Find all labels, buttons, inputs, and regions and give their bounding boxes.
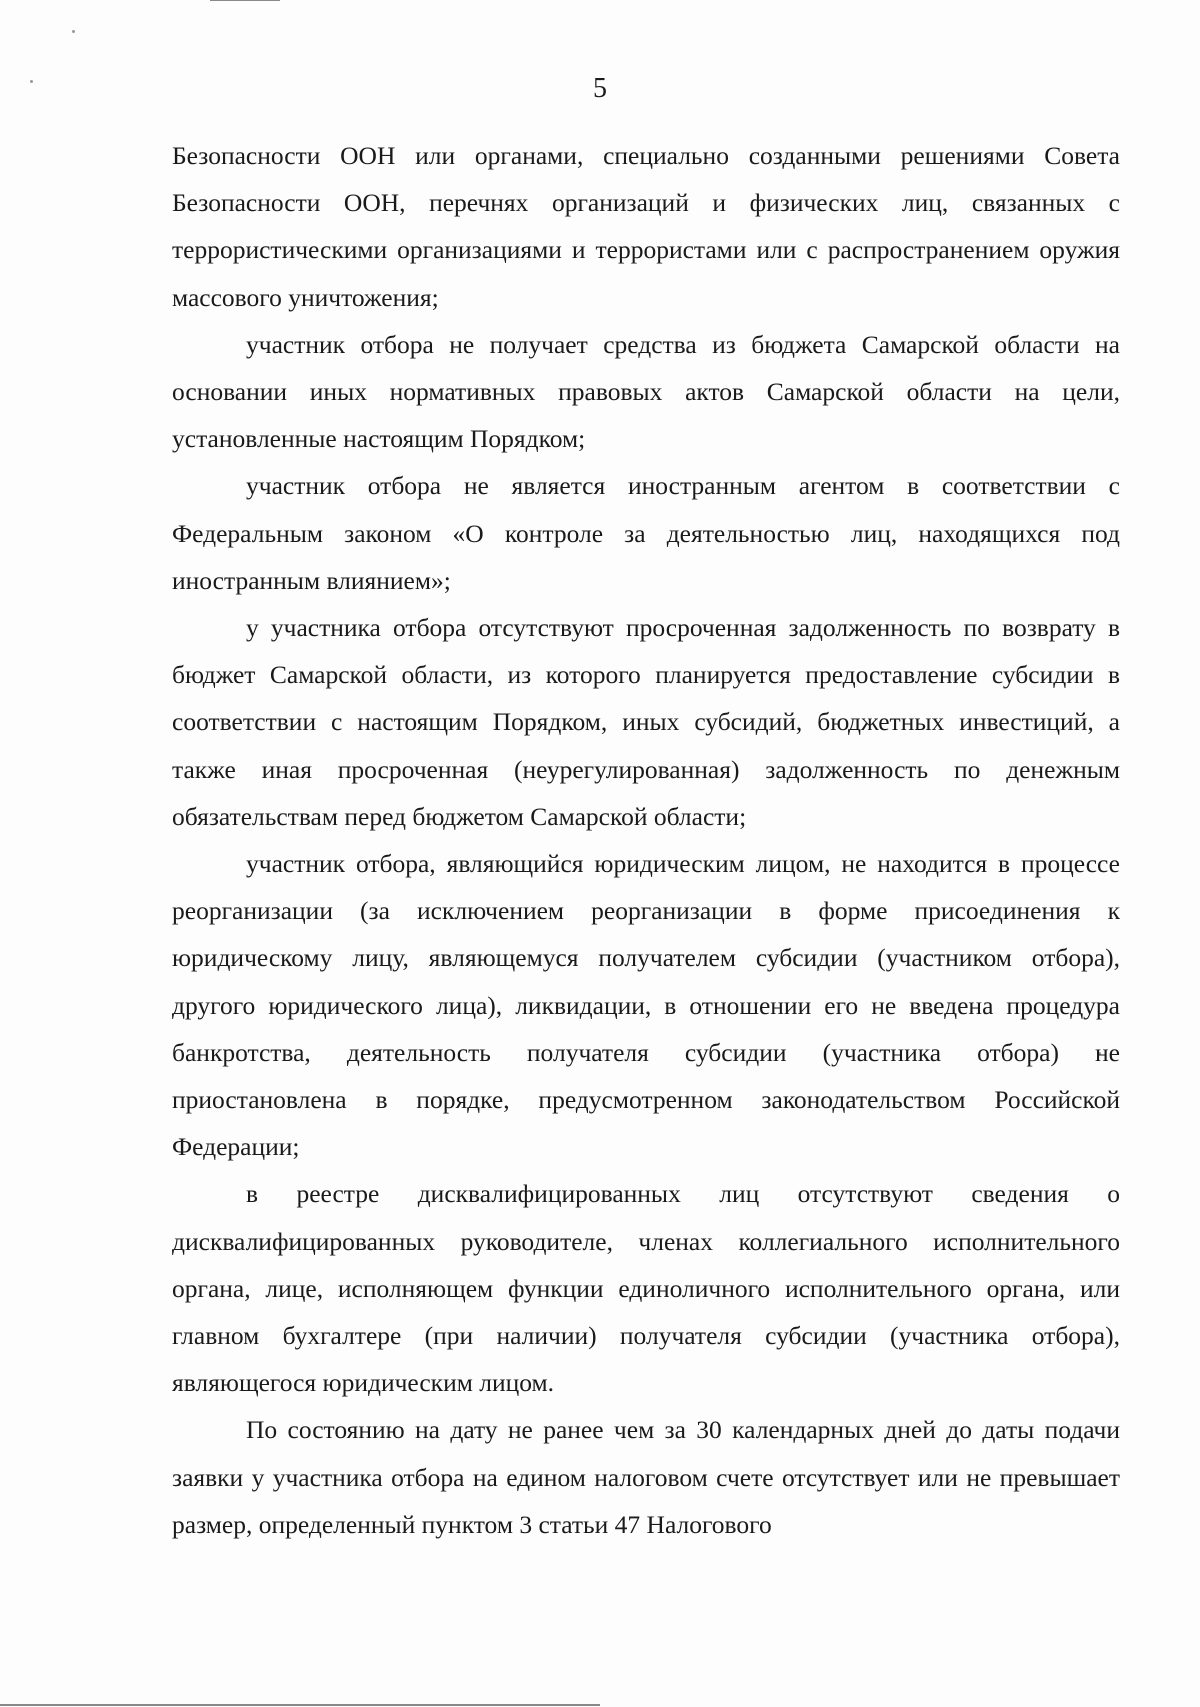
paragraph-tax-account: По состоянию на дату не ранее чем за 30 календарных дней до даты подачи заявки у участника отбора на едином налоговом счете отсутствует или не превышает размер, определенный пунктом 3 статьи 47 Налогового: [172, 1415, 1120, 1539]
paragraph-disqualified-persons: в реестре дисквалифицированных лиц отсутствуют сведения о дисквалифицированных руководителе, членах коллегиального исполнительного органа, лице, исполняющем функции единоличного исполнительного органа, или главном бухгалтере (при наличии) получателя субсидии (участника отбора), являющегося юридическим лицом.: [172, 1179, 1120, 1398]
paragraph-foreign-agent: участник отбора не является иностранным агентом в соответствии с Федеральным законом «О контроле за деятельностью лиц, находящихся под иностранным влиянием»;: [172, 471, 1120, 595]
scan-speck: [72, 30, 75, 33]
document-body: [172, 132, 1120, 1548]
scan-edge-bottom: [0, 1704, 600, 1706]
paragraph-reorganization: участник отбора, являющийся юридическим лицом, не находится в процессе реорганизации (за исключением реорганизации в форме присоединения к юридическому лицу, являющемуся получателем субсидии (участником отбора), другого юридического лица), ликвидации, в отношении его не введена процедура банкротства, деятельность получателя субсидии (участника отбора) не приостановлена в порядке, предусмотренном законодательством Российской Федерации;: [172, 849, 1120, 1162]
paragraph-overdue-debt: у участника отбора отсутствуют просроченная задолженность по возврату в бюджет Самарской области, из которого планируется предоставление субсидии в соответствии с настоящим Порядком, иных субсидий, бюджетных инвестиций, а также иная просроченная (неурегулированная) задолженность по денежным обязательствам перед бюджетом Самарской области;: [172, 613, 1120, 831]
page-number: 5: [593, 73, 607, 104]
paragraph-budget-funds: участник отбора не получает средства из бюджета Самарской области на основании иных нормативных правовых актов Самарской области на цели, установленные настоящим Порядком;: [172, 329, 1120, 454]
scan-edge-top: [210, 0, 280, 1]
paragraph-continuation: Безопасности ООН или органами, специально созданными решениями Совета Безопасности ООН, перечнях организаций и физических лиц, связанных с террористическими организациями и террористами или с распространением оружия массового уничтожения;: [172, 141, 1120, 312]
